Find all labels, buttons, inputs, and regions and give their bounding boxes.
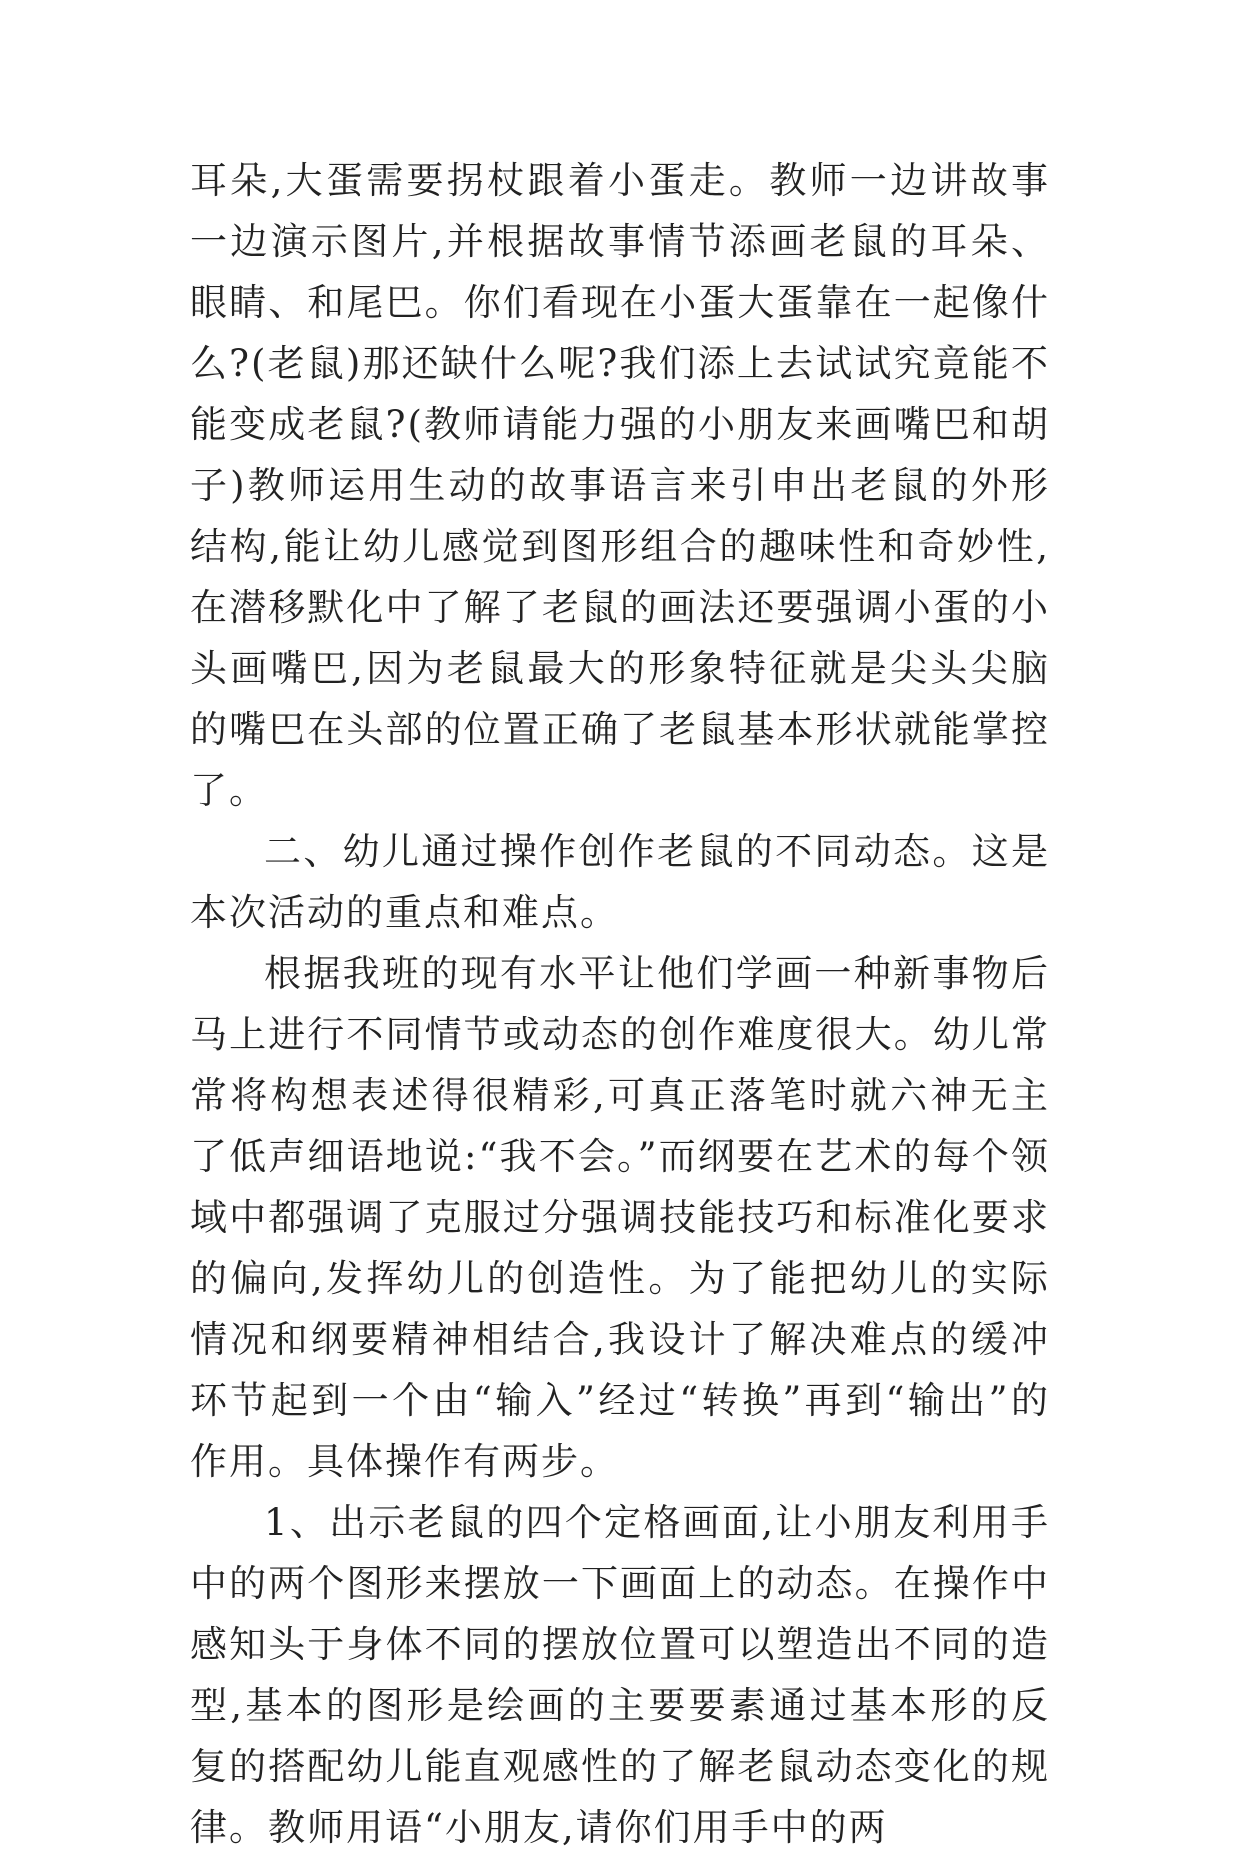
paragraph-1: 耳朵,大蛋需要拐杖跟着小蛋走。教师一边讲故事一边演示图片,并根据故事情节添画老鼠的耳朵、眼睛、和尾巴。你们看现在小蛋大蛋靠在一起像什么?(老鼠)那还缺什么呢?我们添上去试试究竟能不能变成老鼠?(教师请能力强的小朋友来画嘴巴和胡子)教师运用生动的故事语言来引申出老鼠的外形结构,能让幼儿感觉到图形组合的趣味性和奇妙性,在潜移默化中了解了老鼠的画法还要强调小蛋的小头画嘴巴,因为老鼠最大的形象特征就是尖头尖脑的嘴巴在头部的位置正确了老鼠基本形状就能掌控了。 <box>190 159 1050 812</box>
paragraph-3: 根据我班的现有水平让他们学画一种新事物后马上进行不同情节或动态的创作难度很大。幼儿常常将构想表述得很精彩,可真正落笔时就六神无主了低声细语地说:“我不会。”而纲要在艺术的每个领域中都强调了克服过分强调技能技巧和标准化要求的偏向,发挥幼儿的创造性。为了能把幼儿的实际情况和纲要精神相结合,我设计了解决难点的缓冲环节起到一个由“输入”经过“转换”再到“输出”的作用。具体操作有两步。 <box>190 952 1050 1483</box>
paragraph-2: 二、幼儿通过操作创作老鼠的不同动态。这是本次活动的重点和难点。 <box>190 830 1050 934</box>
document-body <box>190 150 1050 1858</box>
paragraph-4: 1、出示老鼠的四个定格画面,让小朋友利用手中的两个图形来摆放一下画面上的动态。在操作中感知头于身体不同的摆放位置可以塑造出不同的造型,基本的图形是绘画的主要要素通过基本形的反复的搭配幼儿能直观感性的了解老鼠动态变化的规律。教师用语“小朋友,请你们用手中的两 <box>190 1501 1050 1849</box>
